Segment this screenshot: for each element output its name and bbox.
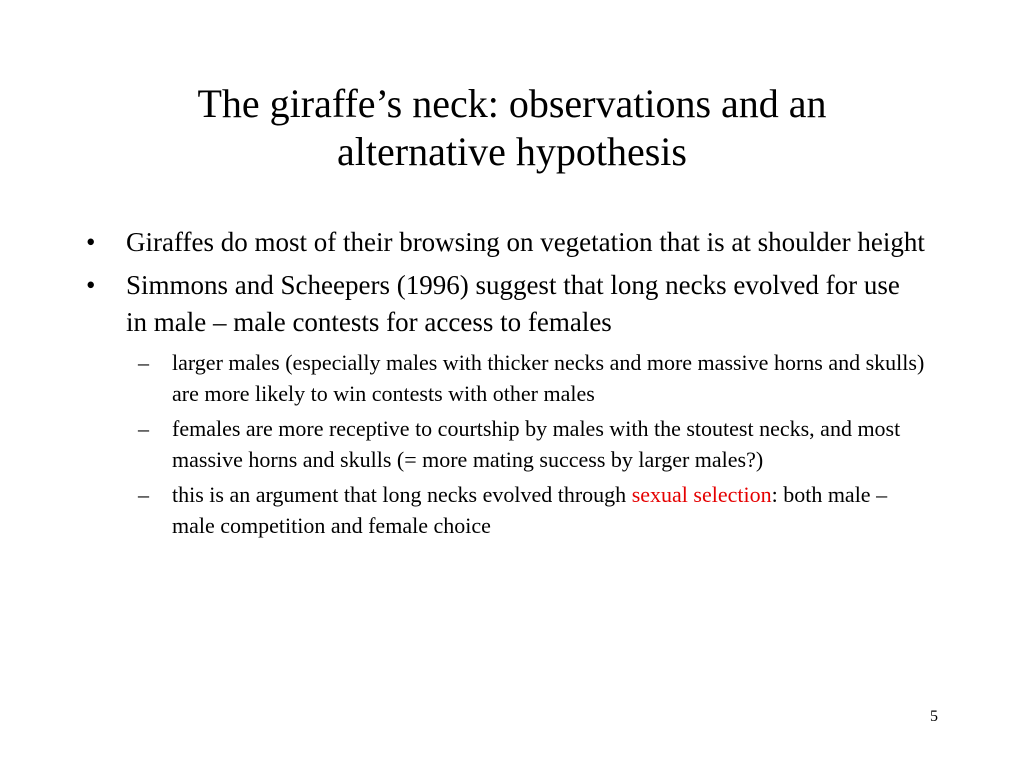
sub-bullet-marker: – [138, 416, 149, 441]
sub-bullet-text-suffix: : both male – male competition and female choice [172, 482, 888, 538]
sub-bullet-marker: – [138, 482, 149, 507]
title-line-2: alternative hypothesis [337, 129, 687, 174]
sub-bullet-text: females are more receptive to courtship by males with the stoutest necks, and most massive horns and skulls (= more mating success by larger males?) [172, 416, 901, 472]
page-number: 5 [930, 708, 938, 725]
bullet-item [0, 224, 926, 261]
bullet-marker: • [86, 227, 96, 257]
sub-bullet-text: larger males (especially males with thicker necks and more massive horns and skulls) are more likely to win contests with other males [172, 350, 925, 406]
bullet-text: Giraffes do most of their browsing on vegetation that is at shoulder height [126, 227, 925, 257]
sub-bullet-item [0, 347, 932, 409]
sub-bullet-marker: – [138, 350, 149, 375]
slide-title [100, 80, 924, 176]
bullet-item [0, 267, 926, 341]
bullet-list [0, 224, 1024, 545]
title-line-1: The giraffe’s neck: observations and an [197, 81, 827, 126]
bullet-text: Simmons and Scheepers (1996) suggest that long necks evolved for use in male – male contests for access to females [126, 270, 900, 337]
sub-bullet-item [0, 413, 932, 475]
bullet-marker: • [86, 270, 96, 300]
sub-bullet-item [0, 479, 932, 541]
sexual-selection-highlight: sexual selection [631, 482, 772, 507]
sub-bullet-text-prefix: this is an argument that long necks evolved through [172, 482, 632, 507]
